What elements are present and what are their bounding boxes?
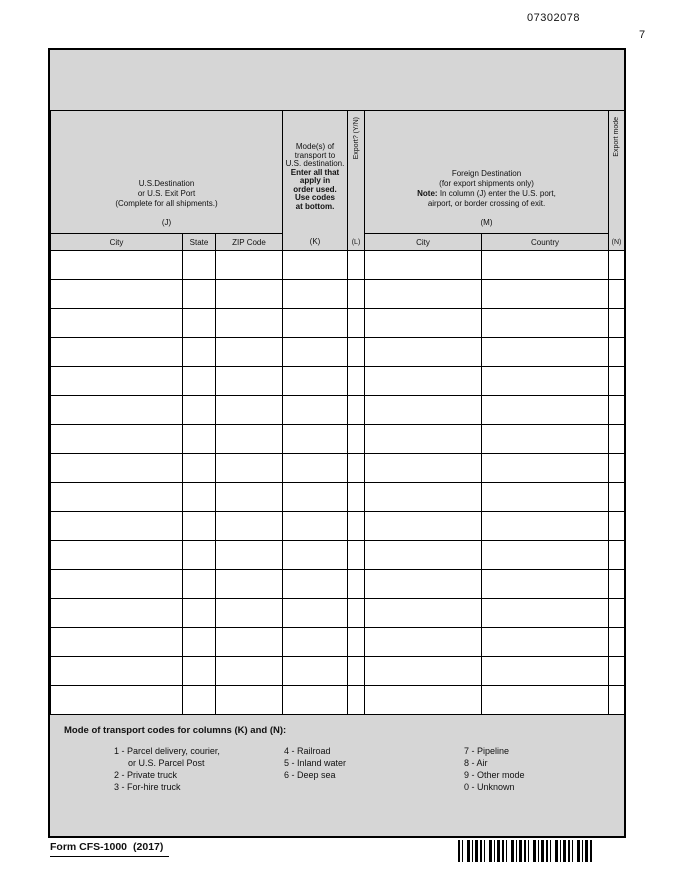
cell-k-mode[interactable] <box>283 512 348 541</box>
cell-j-city[interactable] <box>51 657 183 686</box>
form-id: Form CFS-1000 <box>50 841 128 853</box>
cell-j-state[interactable] <box>183 570 216 599</box>
cell-j-city[interactable] <box>51 396 183 425</box>
cell-k-mode[interactable] <box>283 483 348 512</box>
code-item: 7 - Pipeline <box>464 746 510 756</box>
cell-m-country[interactable] <box>482 628 609 657</box>
group-m-note-line2: airport, or border crossing of exit. <box>427 199 546 208</box>
cell-k-mode[interactable] <box>283 251 348 280</box>
shipment-table <box>50 110 625 715</box>
cell-m-country[interactable] <box>482 367 609 396</box>
cell-j-state[interactable] <box>183 454 216 483</box>
cell-l-export[interactable] <box>348 338 365 367</box>
cell-m-city[interactable] <box>365 628 482 657</box>
cell-j-city[interactable] <box>51 512 183 541</box>
cell-l-export[interactable] <box>348 425 365 454</box>
col-header-j-city: City <box>51 234 183 251</box>
cell-j-state[interactable] <box>183 367 216 396</box>
cell-j-zip[interactable] <box>216 570 283 599</box>
cell-l-export[interactable] <box>348 251 365 280</box>
code-item: 3 - For-hire truck <box>114 782 181 792</box>
cell-k-mode[interactable] <box>283 570 348 599</box>
cell-m-city[interactable] <box>365 570 482 599</box>
code-item: 5 - Inland water <box>284 758 347 768</box>
cell-j-state[interactable] <box>183 251 216 280</box>
cell-j-city[interactable] <box>51 599 183 628</box>
table-row <box>51 512 625 541</box>
cell-n-export-mode[interactable] <box>609 512 625 541</box>
table-row <box>51 483 625 512</box>
transport-codes-block <box>50 715 624 836</box>
cell-j-city[interactable] <box>51 686 183 715</box>
cell-m-country[interactable] <box>482 309 609 338</box>
table-row <box>51 686 625 715</box>
form-year: (2017) <box>133 841 164 853</box>
cell-m-country[interactable] <box>482 251 609 280</box>
col-k-bold-line: apply in <box>299 176 331 185</box>
cell-j-state[interactable] <box>183 280 216 309</box>
cell-j-zip[interactable] <box>216 454 283 483</box>
col-header-state: State <box>183 234 216 251</box>
cell-k-mode[interactable] <box>283 657 348 686</box>
cell-n-export-mode[interactable] <box>609 541 625 570</box>
cell-j-zip[interactable] <box>216 599 283 628</box>
col-k-line: Mode(s) of <box>295 142 335 151</box>
cell-m-country[interactable] <box>482 570 609 599</box>
cell-n-export-mode[interactable] <box>609 599 625 628</box>
cell-j-state[interactable] <box>183 396 216 425</box>
cell-k-mode[interactable] <box>283 686 348 715</box>
cell-j-state[interactable] <box>183 628 216 657</box>
group-m-note-line1: In column (J) enter the U.S. port, <box>439 189 556 198</box>
group-m-subtitle: (for export shipments only) <box>439 179 534 188</box>
cell-n-export-mode[interactable] <box>609 483 625 512</box>
table-row <box>51 599 625 628</box>
cell-k-mode[interactable] <box>283 425 348 454</box>
cell-n-export-mode[interactable] <box>609 425 625 454</box>
cell-l-export[interactable] <box>348 483 365 512</box>
cell-m-city[interactable] <box>365 367 482 396</box>
cell-j-state[interactable] <box>183 599 216 628</box>
cell-m-city[interactable] <box>365 396 482 425</box>
page-number: 7 <box>639 29 646 41</box>
cell-j-zip[interactable] <box>216 686 283 715</box>
cell-k-mode[interactable] <box>283 541 348 570</box>
cell-k-mode[interactable] <box>283 338 348 367</box>
col-k-bold-line: Enter all that <box>290 167 340 177</box>
cell-j-state[interactable] <box>183 541 216 570</box>
table-row <box>51 425 625 454</box>
cell-m-city[interactable] <box>365 425 482 454</box>
cell-n-export-mode[interactable] <box>609 367 625 396</box>
cell-j-city[interactable] <box>51 541 183 570</box>
header-col-k <box>283 111 348 251</box>
table-row <box>51 541 625 570</box>
header-group-m <box>365 111 609 234</box>
cell-l-export[interactable] <box>348 599 365 628</box>
cell-m-country[interactable] <box>482 483 609 512</box>
cell-k-mode[interactable] <box>283 367 348 396</box>
cell-j-zip[interactable] <box>216 512 283 541</box>
col-l-code: (L) <box>351 239 361 246</box>
cell-j-city[interactable] <box>51 425 183 454</box>
cell-j-city[interactable] <box>51 251 183 280</box>
cell-m-country[interactable] <box>482 338 609 367</box>
code-item: 1 - Parcel delivery, courier, <box>114 746 220 756</box>
cell-j-city[interactable] <box>51 367 183 396</box>
cell-k-mode[interactable] <box>283 628 348 657</box>
cell-m-city[interactable] <box>365 454 482 483</box>
cell-l-export[interactable] <box>348 396 365 425</box>
col-k-bold-line: order used. <box>293 184 337 194</box>
table-row <box>51 280 625 309</box>
cell-j-zip[interactable] <box>216 483 283 512</box>
cell-j-state[interactable] <box>183 338 216 367</box>
codes-column-1 <box>114 745 284 793</box>
cell-m-country[interactable] <box>482 280 609 309</box>
barcode <box>458 840 592 862</box>
code-item: 2 - Private truck <box>114 770 178 780</box>
col-header-country: Country <box>482 234 609 251</box>
table-row <box>51 454 625 483</box>
cell-n-export-mode[interactable] <box>609 454 625 483</box>
cell-j-state[interactable] <box>183 483 216 512</box>
col-header-zip: ZIP Code <box>216 234 283 251</box>
codes-column-3 <box>464 745 525 793</box>
cell-l-export[interactable] <box>348 454 365 483</box>
cell-m-city[interactable] <box>365 541 482 570</box>
table-row <box>51 628 625 657</box>
cell-j-city[interactable] <box>51 570 183 599</box>
col-k-code: (K) <box>309 236 321 246</box>
col-k-line: U.S. destination. <box>285 159 345 168</box>
cell-j-state[interactable] <box>183 686 216 715</box>
cell-m-city[interactable] <box>365 512 482 541</box>
cell-j-state[interactable] <box>183 425 216 454</box>
cell-j-state[interactable] <box>183 309 216 338</box>
cell-l-export[interactable] <box>348 541 365 570</box>
col-k-bold-line: Use codes <box>294 193 336 202</box>
cell-n-export-mode[interactable] <box>609 251 625 280</box>
group-m-note-label: Note: <box>417 189 438 198</box>
cell-l-export[interactable] <box>348 309 365 338</box>
code-item: 4 - Railroad <box>284 746 331 756</box>
cell-j-state[interactable] <box>183 657 216 686</box>
cell-m-city[interactable] <box>365 251 482 280</box>
cell-n-export-mode[interactable] <box>609 338 625 367</box>
cell-m-country[interactable] <box>482 396 609 425</box>
table-row <box>51 309 625 338</box>
cell-m-country[interactable] <box>482 657 609 686</box>
header-group-j <box>51 111 283 234</box>
cell-n-export-mode[interactable] <box>609 686 625 715</box>
cell-j-zip[interactable] <box>216 251 283 280</box>
cell-m-city[interactable] <box>365 686 482 715</box>
table-body <box>51 251 625 715</box>
code-item: 6 - Deep sea <box>284 770 336 780</box>
cell-n-export-mode[interactable] <box>609 570 625 599</box>
cell-m-country[interactable] <box>482 686 609 715</box>
code-item-continuation: or U.S. Parcel Post <box>128 758 205 768</box>
cell-l-export[interactable] <box>348 628 365 657</box>
cell-m-city[interactable] <box>365 483 482 512</box>
doc-number: 07302078 <box>527 12 580 24</box>
cell-k-mode[interactable] <box>283 599 348 628</box>
cell-j-state[interactable] <box>183 512 216 541</box>
group-j-title: U.S.Destination <box>138 179 195 188</box>
table-row <box>51 251 625 280</box>
group-m-code: (M) <box>480 218 493 227</box>
form-id-label <box>50 841 169 857</box>
form-table-box <box>48 48 626 838</box>
cell-k-mode[interactable] <box>283 454 348 483</box>
cell-j-zip[interactable] <box>216 657 283 686</box>
cell-j-city[interactable] <box>51 483 183 512</box>
cell-k-mode[interactable] <box>283 396 348 425</box>
cell-m-country[interactable] <box>482 541 609 570</box>
codes-column-2 <box>284 745 464 793</box>
cell-m-country[interactable] <box>482 512 609 541</box>
cell-j-city[interactable] <box>51 280 183 309</box>
transport-codes-title: Mode of transport codes for columns (K) and (N): <box>64 725 287 736</box>
cell-j-city[interactable] <box>51 309 183 338</box>
cell-n-export-mode[interactable] <box>609 280 625 309</box>
cell-m-city[interactable] <box>365 657 482 686</box>
group-j-title3: (Complete for all shipments.) <box>115 199 218 208</box>
cell-j-zip[interactable] <box>216 425 283 454</box>
cell-l-export[interactable] <box>348 570 365 599</box>
cell-m-country[interactable] <box>482 425 609 454</box>
cell-m-city[interactable] <box>365 280 482 309</box>
cell-n-export-mode[interactable] <box>609 309 625 338</box>
col-k-bold-line: at bottom. <box>295 201 335 211</box>
col-header-m-city: City <box>365 234 482 251</box>
cell-m-city[interactable] <box>365 309 482 338</box>
col-l-title: Export? (Y/N) <box>352 117 360 160</box>
table-row <box>51 396 625 425</box>
cell-j-zip[interactable] <box>216 338 283 367</box>
cell-j-city[interactable] <box>51 454 183 483</box>
header-col-l <box>348 111 365 251</box>
group-j-title2: or U.S. Exit Port <box>137 189 196 198</box>
cell-j-city[interactable] <box>51 338 183 367</box>
table-row <box>51 657 625 686</box>
code-item: 0 - Unknown <box>464 782 515 792</box>
group-m-note <box>365 189 608 199</box>
cell-l-export[interactable] <box>348 657 365 686</box>
cell-l-export[interactable] <box>348 512 365 541</box>
col-k-line: transport to <box>294 150 336 160</box>
cell-l-export[interactable] <box>348 367 365 396</box>
col-n-code: (N) <box>611 239 622 246</box>
cell-k-mode[interactable] <box>283 309 348 338</box>
cell-j-zip[interactable] <box>216 367 283 396</box>
col-n-title: Export mode <box>613 117 621 157</box>
group-m-title: Foreign Destination <box>451 169 522 178</box>
table-row <box>51 338 625 367</box>
cell-n-export-mode[interactable] <box>609 396 625 425</box>
cell-j-zip[interactable] <box>216 309 283 338</box>
cell-j-zip[interactable] <box>216 541 283 570</box>
code-item: 9 - Other mode <box>464 770 525 780</box>
cell-m-city[interactable] <box>365 599 482 628</box>
cell-m-city[interactable] <box>365 338 482 367</box>
cell-n-export-mode[interactable] <box>609 628 625 657</box>
cell-j-city[interactable] <box>51 628 183 657</box>
group-j-code: (J) <box>161 218 172 227</box>
cell-m-country[interactable] <box>482 454 609 483</box>
cell-l-export[interactable] <box>348 686 365 715</box>
cell-j-zip[interactable] <box>216 280 283 309</box>
header-col-n <box>609 111 625 251</box>
cell-n-export-mode[interactable] <box>609 657 625 686</box>
cell-l-export[interactable] <box>348 280 365 309</box>
cell-k-mode[interactable] <box>283 280 348 309</box>
cell-j-zip[interactable] <box>216 628 283 657</box>
header-band <box>50 50 624 110</box>
table-row <box>51 367 625 396</box>
code-item: 8 - Air <box>464 758 488 768</box>
table-row <box>51 570 625 599</box>
cell-m-country[interactable] <box>482 599 609 628</box>
cell-j-zip[interactable] <box>216 396 283 425</box>
